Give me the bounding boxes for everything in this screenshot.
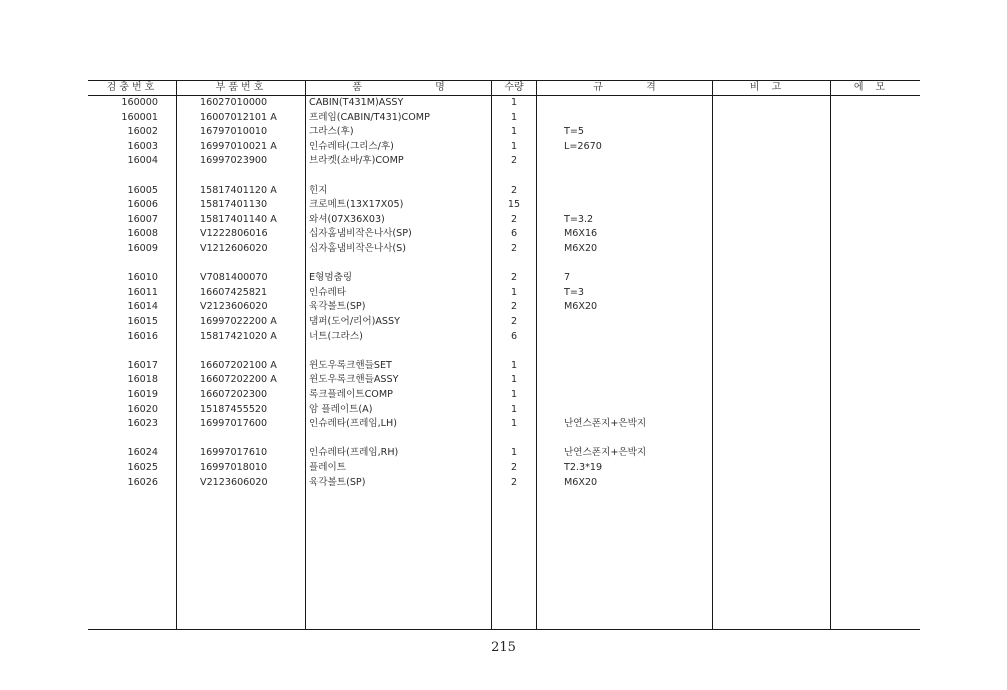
quantity-cell: 2 <box>510 301 518 313</box>
quantity-cell: 2 <box>510 476 518 488</box>
table-row <box>88 300 920 315</box>
part-name-cell: 인슈레타(프레임,RH) <box>309 447 399 459</box>
header-quantity: 수량 <box>504 82 524 93</box>
part-number-cell: 16607202300 <box>200 389 268 400</box>
index-number-cell: 16019 <box>127 389 158 400</box>
specification-cell: T=3.2 <box>564 213 594 225</box>
header-part-number: 부품번호 <box>215 82 267 93</box>
specification-cell: T=3 <box>564 286 585 298</box>
part-number-cell: 16997018010 <box>200 462 268 473</box>
specification-cell: M6X20 <box>564 476 598 488</box>
quantity-cell: 1 <box>510 418 518 430</box>
specification-cell: M6X16 <box>564 228 598 240</box>
part-number-cell: 15817401120 A <box>200 184 277 196</box>
part-name-cell: 댐퍼(도어/리어)ASSY <box>309 316 400 327</box>
index-number-cell: 16026 <box>127 476 158 488</box>
part-name-cell: 와셔(07X36X03) <box>309 213 385 225</box>
index-number-cell: 16009 <box>127 243 158 254</box>
quantity-cell: 1 <box>510 359 518 371</box>
quantity-cell: 2 <box>510 243 518 254</box>
part-name-cell: 십자홈냄비작은나사(SP) <box>309 228 412 240</box>
part-name-cell: 인슈레타 <box>309 286 347 298</box>
part-number-cell: 16997010021 A <box>200 140 277 152</box>
specification-cell: 난연스폰지+은박지 <box>564 447 647 459</box>
part-number-cell: 16997023900 <box>200 155 268 167</box>
specification-cell: T=5 <box>564 126 585 138</box>
table-bottom-rule <box>88 629 920 630</box>
specification-cell: 난연스폰지+은박지 <box>564 418 647 430</box>
quantity-cell: 2 <box>510 316 518 327</box>
quantity-cell: 1 <box>510 286 518 298</box>
table-row <box>88 388 920 403</box>
table-row <box>88 315 920 330</box>
table-row <box>88 417 920 432</box>
table-row <box>88 198 920 213</box>
table-row <box>88 359 920 374</box>
part-number-cell: 16027010000 <box>200 97 268 108</box>
part-number-cell: 15817401140 A <box>200 213 277 225</box>
index-number-cell: 16004 <box>127 155 158 167</box>
part-number-cell: 16997017610 <box>200 447 268 459</box>
index-number-cell: 16008 <box>127 228 158 240</box>
part-name-cell: 크로메트(13X17X05) <box>309 199 404 211</box>
part-name-cell: CABIN(T431M)ASSY <box>309 97 404 108</box>
quantity-cell: 1 <box>510 140 518 152</box>
quantity-cell: 1 <box>510 126 518 138</box>
header-index-number: 검충번호 <box>106 82 158 93</box>
table-row <box>88 111 920 126</box>
table-row <box>88 403 920 418</box>
quantity-cell: 2 <box>510 272 518 284</box>
quantity-cell: 1 <box>510 403 518 415</box>
part-name-cell: 너트(그라스) <box>309 330 363 342</box>
quantity-cell: 1 <box>510 374 518 386</box>
index-number-cell: 16003 <box>127 140 158 152</box>
table-row <box>88 330 920 345</box>
table-row <box>88 461 920 476</box>
part-name-cell: 암 플레이트(A) <box>309 403 373 415</box>
part-number-cell: 16607202200 A <box>200 374 277 386</box>
part-number-cell: 16997022200 A <box>200 316 277 327</box>
specification-cell: T2.3*19 <box>564 462 603 473</box>
quantity-cell: 1 <box>510 447 518 459</box>
header-part-name: 품 명 <box>352 82 445 93</box>
index-number-cell: 16017 <box>127 359 158 371</box>
part-number-cell: 16007012101 A <box>200 111 277 123</box>
header-specification: 규 격 <box>593 82 656 93</box>
part-number-cell: 15817401130 <box>200 199 268 211</box>
part-name-cell: 록크플레이트COMP <box>309 389 393 400</box>
specification-cell: M6X20 <box>564 301 598 313</box>
index-number-cell: 160000 <box>121 97 158 108</box>
index-number-cell: 16024 <box>127 447 158 459</box>
table-row <box>88 154 920 169</box>
index-number-cell: 16006 <box>127 199 158 211</box>
index-number-cell: 16020 <box>127 403 158 415</box>
part-name-cell: 인슈레타(그리스/후) <box>309 140 394 152</box>
quantity-cell: 2 <box>510 462 518 473</box>
quantity-cell: 1 <box>510 97 518 108</box>
part-name-cell: 윈도우록크핸들SET <box>309 359 392 371</box>
index-number-cell: 16023 <box>127 418 158 430</box>
table-row <box>88 213 920 228</box>
part-name-cell: 육각볼트(SP) <box>309 476 366 488</box>
quantity-cell: 6 <box>510 330 518 342</box>
table-row <box>88 476 920 491</box>
part-name-cell: 브라켓(쇼바/후)COMP <box>309 155 404 167</box>
part-number-cell: 16797010010 <box>200 126 268 138</box>
index-number-cell: 16016 <box>127 330 158 342</box>
table-row <box>88 373 920 388</box>
quantity-cell: 15 <box>507 199 521 211</box>
table-row <box>88 140 920 155</box>
table-row <box>88 271 920 286</box>
part-number-cell: V7081400070 <box>200 272 268 284</box>
quantity-cell: 1 <box>510 389 518 400</box>
quantity-cell: 2 <box>510 184 518 196</box>
specification-cell: M6X20 <box>564 243 598 254</box>
part-name-cell: 그라스(후) <box>309 126 354 138</box>
part-number-cell: 15817421020 A <box>200 330 277 342</box>
quantity-cell: 6 <box>510 228 518 240</box>
specification-cell: 7 <box>564 272 571 284</box>
table-row <box>88 446 920 461</box>
part-name-cell: 육각볼트(SP) <box>309 301 366 313</box>
part-number-cell: 16607425821 <box>200 286 268 298</box>
part-name-cell: 윈도우록크핸들ASSY <box>309 374 399 386</box>
index-number-cell: 160001 <box>121 111 158 123</box>
part-number-cell: 16997017600 <box>200 418 268 430</box>
index-number-cell: 16025 <box>127 462 158 473</box>
table-row <box>88 184 920 199</box>
specification-cell: L=2670 <box>564 140 602 152</box>
table-row <box>88 286 920 301</box>
index-number-cell: 16007 <box>127 213 158 225</box>
header-remarks: 비고 <box>749 82 794 93</box>
part-number-cell: V1212606020 <box>200 243 268 254</box>
header-memo: 에모 <box>853 82 898 93</box>
index-number-cell: 16014 <box>127 301 158 313</box>
quantity-cell: 2 <box>510 155 518 167</box>
index-number-cell: 16011 <box>127 286 158 298</box>
part-name-cell: E형멈춤링 <box>309 272 353 284</box>
quantity-cell: 2 <box>510 213 518 225</box>
part-name-cell: 인슈레타(프레임,LH) <box>309 418 397 430</box>
index-number-cell: 16015 <box>127 316 158 327</box>
part-number-cell: 15187455520 <box>200 403 268 415</box>
table-row <box>88 242 920 257</box>
index-number-cell: 16018 <box>127 374 158 386</box>
part-name-cell: 프레임(CABIN/T431)COMP <box>309 111 430 123</box>
table-row <box>88 125 920 140</box>
index-number-cell: 16010 <box>127 272 158 284</box>
part-number-cell: V2123606020 <box>200 476 268 488</box>
part-name-cell: 힌지 <box>309 184 328 196</box>
page-number: 215 <box>491 640 516 655</box>
index-number-cell: 16002 <box>127 126 158 138</box>
part-name-cell: 십자홈냄비작은나사(S) <box>309 243 406 254</box>
table-row <box>88 96 920 111</box>
part-number-cell: V2123606020 <box>200 301 268 313</box>
parts-table <box>88 80 920 630</box>
index-number-cell: 16005 <box>127 184 158 196</box>
table-row <box>88 227 920 242</box>
part-number-cell: 16607202100 A <box>200 359 277 371</box>
part-number-cell: V1222806016 <box>200 228 268 240</box>
quantity-cell: 1 <box>510 111 518 123</box>
part-name-cell: 플레이트 <box>309 462 347 473</box>
